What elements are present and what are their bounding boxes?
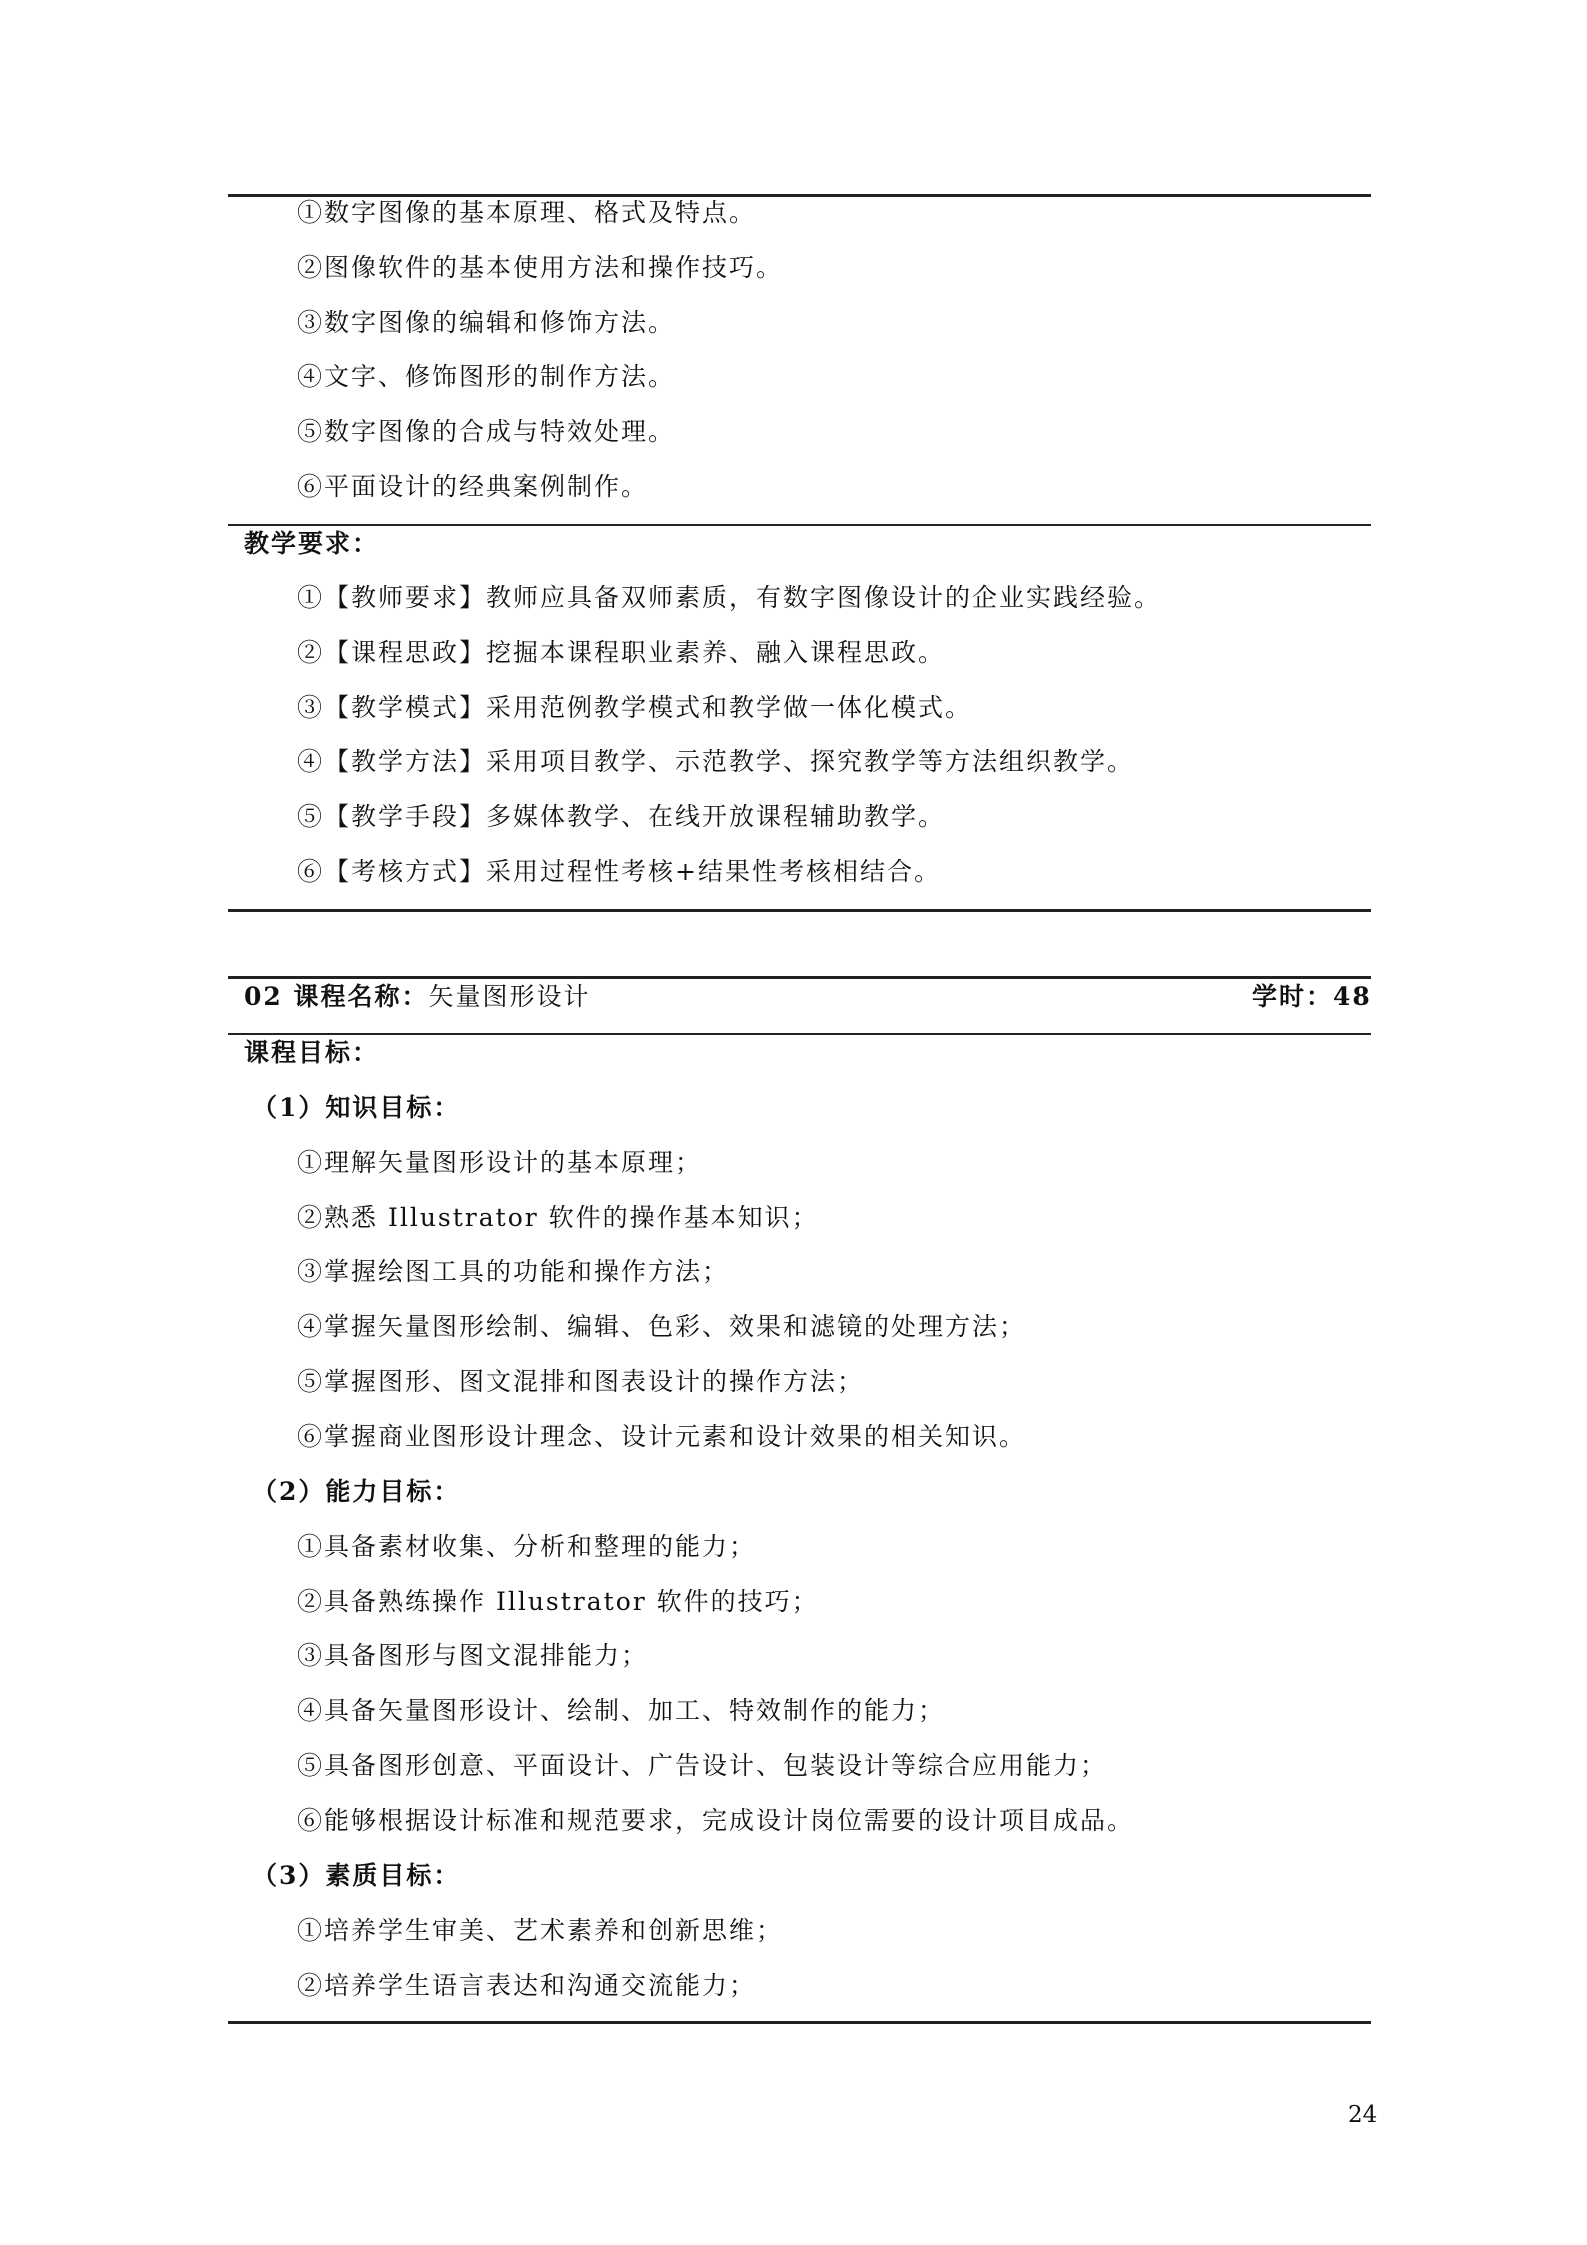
course-name-label: 02 课程名称： xyxy=(244,982,429,1011)
knowledge-item: ⑥掌握商业图形设计理念、设计元素和设计效果的相关知识。 xyxy=(297,1422,1027,1451)
course-title-row xyxy=(244,982,591,1012)
requirement-item: ①【教师要求】教师应具备双师素质，有数字图像设计的企业实践经验。 xyxy=(297,583,1162,612)
requirements-heading: 教学要求： xyxy=(244,529,380,558)
table-top-rule xyxy=(228,976,1371,979)
knowledge-item: ④掌握矢量图形绘制、编辑、色彩、效果和滤镜的处理方法； xyxy=(297,1312,1027,1341)
content-item: ⑥平面设计的经典案例制作。 xyxy=(297,472,649,501)
knowledge-item: ⑤掌握图形、图文混排和图表设计的操作方法； xyxy=(297,1367,865,1396)
page-number: 24 xyxy=(1348,2102,1378,2128)
requirement-item: ⑤【教学手段】多媒体教学、在线开放课程辅助教学。 xyxy=(297,802,946,831)
row-divider xyxy=(228,1033,1371,1035)
ability-item: ④具备矢量图形设计、绘制、加工、特效制作的能力； xyxy=(297,1696,946,1725)
ability-item: ⑤具备图形创意、平面设计、广告设计、包装设计等综合应用能力； xyxy=(297,1751,1108,1780)
table-top-rule xyxy=(228,194,1371,197)
ability-item: ①具备素材收集、分析和整理的能力； xyxy=(297,1532,757,1561)
quality-heading: （3）素质目标： xyxy=(252,1861,461,1890)
content-item: ③数字图像的编辑和修饰方法。 xyxy=(297,308,676,337)
course-name: 矢量图形设计 xyxy=(428,982,591,1011)
requirement-item: ⑥【考核方式】采用过程性考核+结果性考核相结合。 xyxy=(297,857,941,886)
ability-item: ②具备熟练操作 Illustrator 软件的技巧； xyxy=(297,1587,819,1616)
ability-item: ⑥能够根据设计标准和规范要求，完成设计岗位需要的设计项目成品。 xyxy=(297,1806,1135,1835)
knowledge-item: ①理解矢量图形设计的基本原理； xyxy=(297,1148,703,1177)
knowledge-item: ②熟悉 Illustrator 软件的操作基本知识； xyxy=(297,1203,819,1232)
table-bottom-rule xyxy=(228,2021,1371,2024)
content-item: ④文字、修饰图形的制作方法。 xyxy=(297,362,676,391)
quality-item: ①培养学生审美、艺术素养和创新思维； xyxy=(297,1916,784,1945)
row-divider xyxy=(228,524,1371,526)
requirement-item: ③【教学模式】采用范例教学模式和教学做一体化模式。 xyxy=(297,693,973,722)
content-item: ⑤数字图像的合成与特效处理。 xyxy=(297,417,676,446)
course-hours: 学时：48 xyxy=(1252,982,1372,1011)
ability-item: ③具备图形与图文混排能力； xyxy=(297,1641,649,1670)
content-item: ②图像软件的基本使用方法和操作技巧。 xyxy=(297,253,784,282)
knowledge-item: ③掌握绘图工具的功能和操作方法； xyxy=(297,1257,730,1286)
knowledge-heading: （1）知识目标： xyxy=(252,1093,461,1122)
requirement-item: ④【教学方法】采用项目教学、示范教学、探究教学等方法组织教学。 xyxy=(297,747,1135,776)
quality-item: ②培养学生语言表达和沟通交流能力； xyxy=(297,1971,757,2000)
ability-heading: （2）能力目标： xyxy=(252,1477,461,1506)
table-bottom-rule xyxy=(228,909,1371,912)
content-item: ①数字图像的基本原理、格式及特点。 xyxy=(297,198,757,227)
objectives-heading: 课程目标： xyxy=(244,1038,380,1067)
requirement-item: ②【课程思政】挖掘本课程职业素养、融入课程思政。 xyxy=(297,638,946,667)
